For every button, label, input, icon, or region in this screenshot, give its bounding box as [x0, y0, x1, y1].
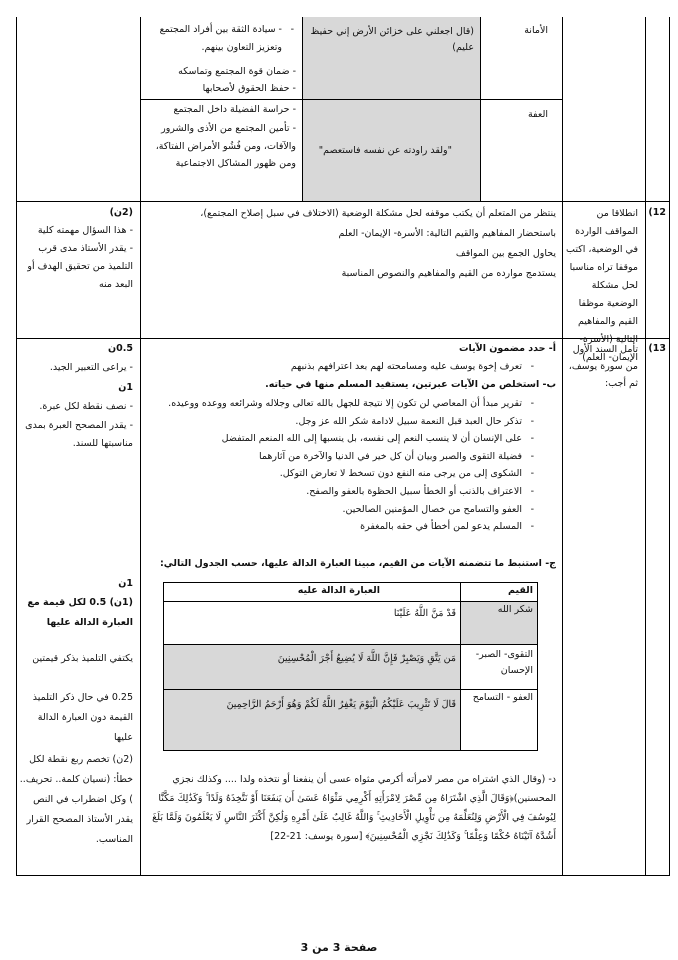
- effect-item: - حراسة الفضيلة داخل المجتمع: [173, 104, 296, 115]
- grading-line: - يقدر الأستاذ مدى قرب التلميذ من تحقيق الهدف أو البعد منه: [27, 243, 133, 290]
- score: 1ن: [118, 578, 133, 589]
- table-cell-value: العفو - التسامح: [461, 690, 538, 751]
- grading-line: - نصف نقطة لكل عبرة.: [39, 401, 133, 412]
- list-item: - تعرف إخوة يوسف عليه ومسامحته لهم بعد اعترافهم بذنبهم: [156, 358, 536, 376]
- table-cell-value: [461, 645, 538, 690]
- question-task: انطلاقا من المواقف الواردة في الوضعية، اكتب موقفا تراه مناسبا لحل مشكلة الوضعية موظفا القيم والمفاهيم التالية (الأسرة- الإيمان- العلم): [566, 208, 638, 363]
- grading-line: - يراعى التعبير الجيد.: [49, 362, 133, 373]
- answer-line: يستدمج موارده من القيم والمفاهيم والنصوص المناسبة: [341, 268, 556, 279]
- table-cell-value: شكر الله: [461, 602, 538, 645]
- part-a-title: أ- حدد مضمون الآيات: [458, 343, 556, 354]
- question-task: تأمل السند الأول من سورة يوسف، ثم أجب:: [568, 344, 638, 389]
- score: (2ن): [109, 207, 133, 218]
- grading-line: (1ن) 0.5 لكل قيمة مع العبارة الدالة عليها: [27, 597, 133, 628]
- values-table: [163, 582, 538, 751]
- effects-list: [146, 21, 296, 56]
- list-item: - الاعتراف بالذنب أو الخطأ سبيل الحظوة بالعفو والصفح.: [136, 483, 536, 501]
- table-cell-phrase: قَالَ لَا تَثْرِيبَ عَلَيْكُمُ الْيَوْمَ يَغْفِرُ اللَّهُ لَكُمْ وَهُوَ أَرْحَمُ الرَّاحِمِينَ: [164, 690, 461, 751]
- score: 0.5ن: [108, 343, 133, 354]
- list-item: - تذكر حال العبد قبل النعمة سبيل لادامة شكر الله عز وجل.: [136, 413, 536, 431]
- grading-line: يكتفي التلميذ بذكر قيمتين: [32, 653, 133, 664]
- part-c-title: ج- استنبط ما تتضمنه الآيات من القيم، مبينا العبارة الدالة عليها، حسب الجدول التالي:: [160, 558, 556, 569]
- grading-line: 0.25 في حال ذكر التلميذ القيمة دون العبارة الدالة عليها: [32, 692, 133, 743]
- grading-line: - يقدر المصحح العبرة بمدى مناسبتها للسند.: [25, 420, 133, 449]
- quran-text: (قال اجعلني على خزائن الأرض إني حفيظ عليم): [310, 26, 474, 53]
- value-text: التقوى- الصبر- الإحسان: [475, 649, 533, 676]
- question-number: 12): [648, 207, 666, 218]
- table-row: [164, 645, 538, 690]
- table-header-cell: القيم: [461, 583, 538, 602]
- quran-text: "ولقد راودته عن نفسه فاستعصم": [318, 145, 452, 156]
- table-row: [164, 690, 538, 751]
- value-label: العفة: [527, 109, 548, 120]
- answer-line: باستحضار المفاهيم والقيم التالية: الأسرة- الإيمان- العلم: [338, 228, 556, 239]
- list-item: - الشكوى إلى من يرجى منه النفع دون تسخط لا تعارض التوكل.: [136, 465, 536, 483]
- effect-item: - حفظ الحقوق لأصحابها: [202, 83, 296, 94]
- part-a-list: [156, 358, 536, 376]
- table-header-cell: العبارة الدالة عليه: [164, 583, 461, 602]
- list-item: - المسلم يدعو لمن أخطأ في حقه بالمغفرة: [136, 518, 536, 536]
- part-b-list: [136, 395, 536, 536]
- table-row: [164, 602, 538, 645]
- list-item: - تقرير مبدأ أن المعاصي لن تكون إلا نتيجة للجهل بالله تعالى وجلاله وشرائعه ووعده ووعيده.: [136, 395, 536, 413]
- table-cell-phrase: مَن يَتَّقِ وَيَصْبِرْ فَإِنَّ اللَّهَ لَا يُضِيعُ أَجْرَ الْمُحْسِنِينَ: [164, 645, 461, 690]
- grading-line: (2ن) تخصم ربع نقطة لكل خطأ: (نسيان كلمة.. تحريف.. ) وكل اضطراب في النص يقدر الأستاذ المصحح القرار المناسب.: [19, 754, 133, 845]
- grading-line: - هذا السؤال مهمته كلية: [37, 225, 133, 236]
- part-d-text: د- (وقال الذي اشتراه من مصر لامرأته أكرمي مثواه عسى أن ينفعنا أو نتخذه ولدا .... وكذلك نجزي المحسنين)﴿وَقَالَ الَّذِي اشْتَرَاهُ مِن مِّصْرَ لِامْرَأَتِهِ أَكْرِمِي مَثْوَاهُ عَسَىٰ أَن يَنفَعَنَا أَوْ نَتَّخِذَهُ وَلَدًا ۚ وَكَذَٰلِكَ مَكَّنَّا لِيُوسُفَ فِي الْأَرْضِ وَلِنُعَلِّمَهُ مِن تَأْوِيلِ الْأَحَادِيثِ ۚ وَاللَّهُ غَالِبٌ عَلَىٰ أَمْرِهِ وَلَٰكِنَّ أَكْثَرَ النَّاسِ لَا يَعْلَمُونَ وَلَمَّا بَلَغَ أَشُدَّهُ آتَيْنَاهُ حُكْمًا وَعِلْمًا ۚ وَكَذَٰلِكَ نَجْزِي الْمُحْسِنِينَ﴾ [سورة يوسف: 21-22]: [152, 774, 556, 842]
- list-item: - فضيلة التقوى والصبر وبيان أن كل خير في الدنيا والآخرة من آثارهما: [136, 448, 536, 466]
- list-item: - العفو والتسامح من خصال المؤمنين الصالحين.: [136, 501, 536, 519]
- table-header-row: [164, 583, 538, 602]
- effect-item: - - سيادة الثقة بين أفراد المجتمع وتعزيز التعاون بينهم.: [146, 21, 296, 56]
- table-cell-phrase: قَدْ مَنَّ اللَّهُ عَلَيْنَا: [164, 602, 461, 645]
- part-b-title: ب- استخلص من الآيات عبرتين، يستفيد المسلم منها في حياته.: [265, 379, 556, 390]
- effect-item: - تأمين المجتمع من الأذى والشرور والآفات، ومن فُشُو الأمراض الفتاكة، ومن ظهور المشاكل الاجتماعية: [155, 123, 296, 169]
- value-label: الأمانة: [524, 25, 548, 36]
- question-number: 13): [648, 343, 666, 354]
- answer-line: يحاول الجمع بين المواقف: [455, 248, 556, 259]
- list-item: - على الإنسان أن لا ينسب النعم إلى نفسه، بل ينسبها إلى الله المنعم المتفضل: [136, 430, 536, 448]
- page-footer: صفحة 3 من 3: [300, 941, 378, 954]
- answer-line: ينتظر من المتعلم أن يكتب موقفه لحل مشكلة الوضعية (الاختلاف في سبل إصلاح المجتمع)،: [200, 208, 556, 219]
- effect-item: - ضمان قوة المجتمع وتماسكه: [178, 66, 296, 77]
- score: 1ن: [118, 382, 133, 393]
